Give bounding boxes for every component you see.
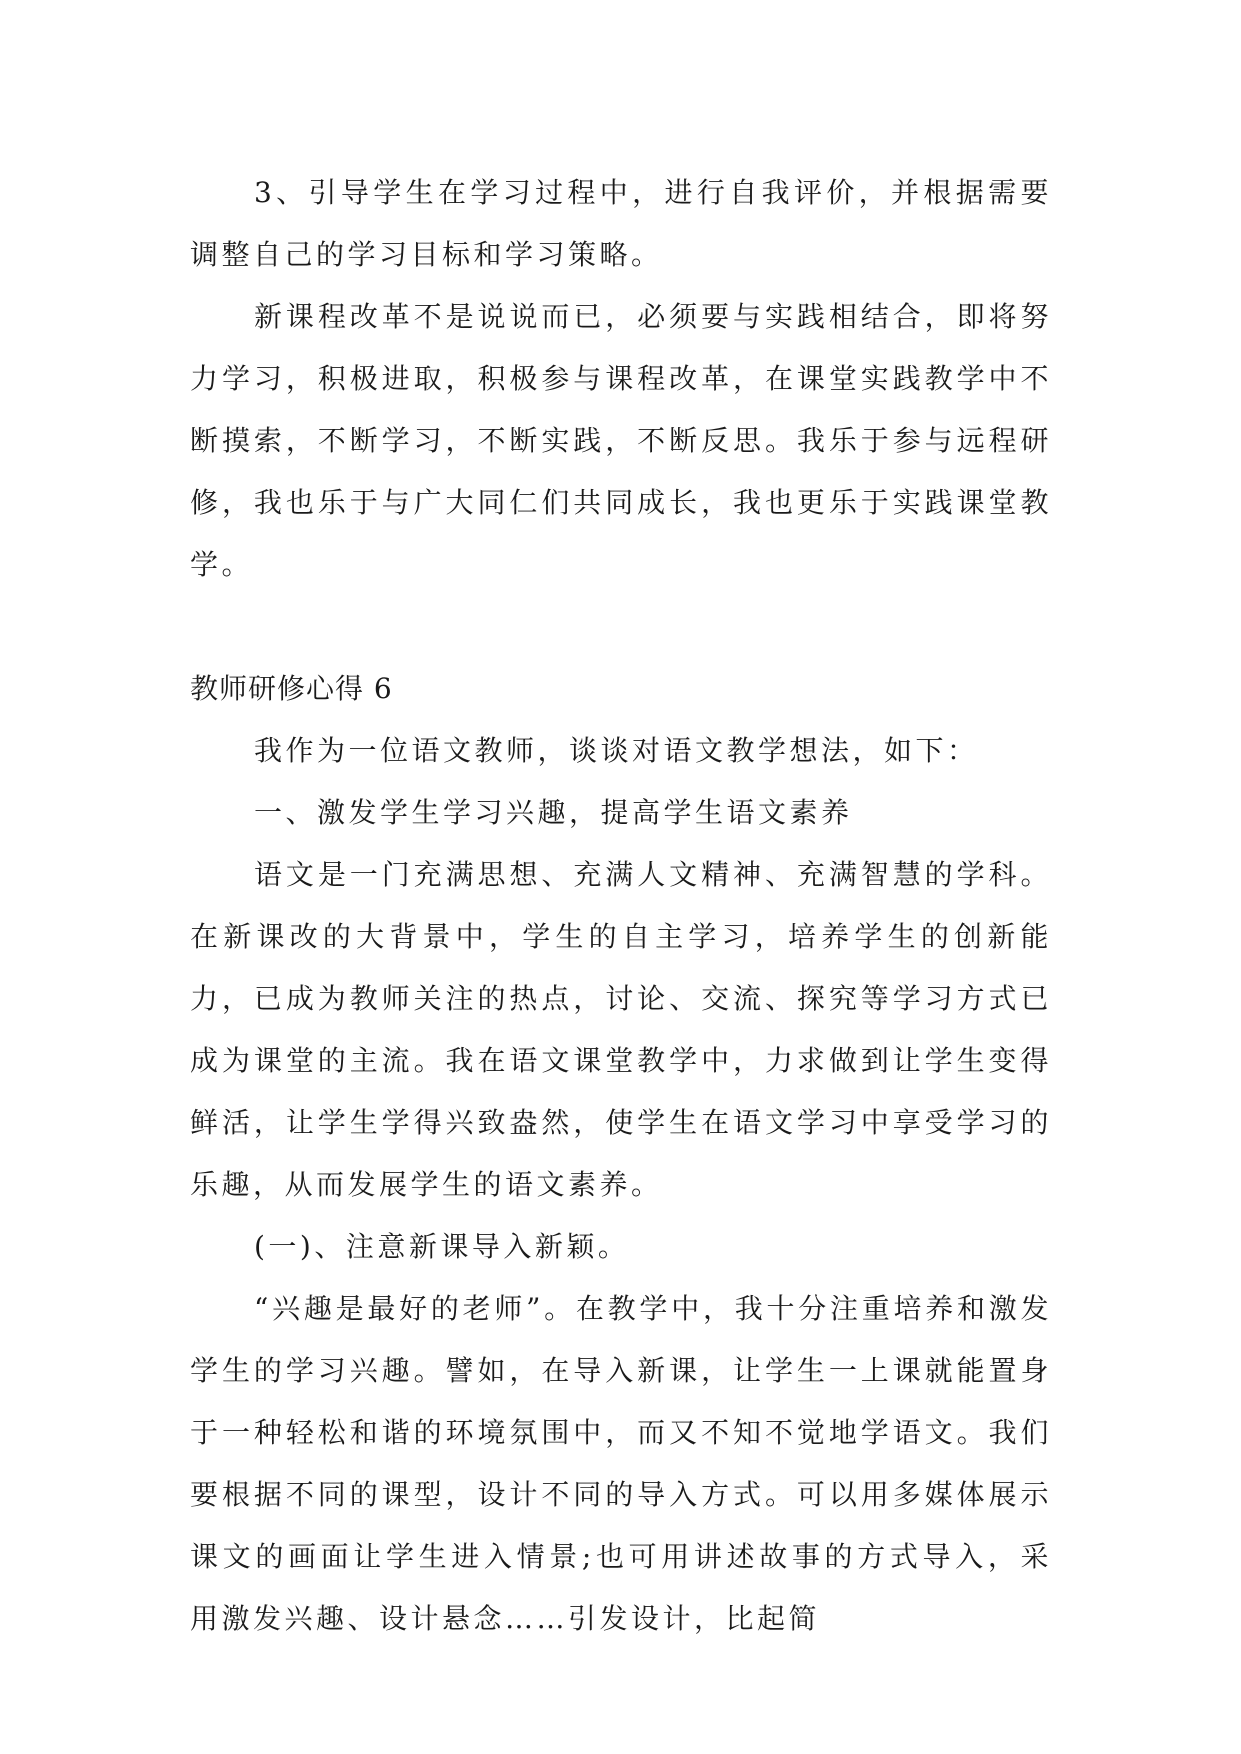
section-title: 教师研修心得 6 [190,672,393,705]
document-body [190,162,1052,1650]
paragraph-guide-self-evaluation: 3、引导学生在学习过程中，进行自我评价，并根据需要调整自己的学习目标和学习策略。 [190,176,1052,271]
intro-line: 我作为一位语文教师，谈谈对语文教学想法，如下： [254,734,979,767]
paragraph-interest-teacher: “兴趣是最好的老师”。在教学中，我十分注重培养和激发学生的学习兴趣。譬如，在导入新课，让学生一上课就能置身于一种轻松和谐的环境氛围中，而又不知不觉地学语文。我们要根据不同的课型，设计不同的导入方式。可以用多媒体展示课文的画面让学生进入情景;也可用讲述故事的方式导入，采用激发兴趣、设计悬念……引发设计，比起简 [190,1292,1052,1635]
subheading-new-lesson-intro: (一)、注意新课导入新颖。 [254,1230,630,1263]
paragraph-curriculum-reform: 新课程改革不是说说而已，必须要与实践相结合，即将努力学习，积极进取，积极参与课程改革，在课堂实践教学中不断摸索，不断学习，不断实践，不断反思。我乐于参与远程研修，我也乐于与广大同仁们共同成长，我也更乐于实践课堂教学。 [190,300,1052,581]
subheading-stimulate-interest: 一、激发学生学习兴趣，提高学生语文素养 [254,796,853,829]
paragraph-chinese-subject: 语文是一门充满思想、充满人文精神、充满智慧的学科。在新课改的大背景中，学生的自主学习，培养学生的创新能力，已成为教师关注的热点，讨论、交流、探究等学习方式已成为课堂的主流。我在语文课堂教学中，力求做到让学生变得鲜活，让学生学得兴致盎然，使学生在语文学习中享受学习的乐趣，从而发展学生的语文素养。 [190,858,1052,1201]
